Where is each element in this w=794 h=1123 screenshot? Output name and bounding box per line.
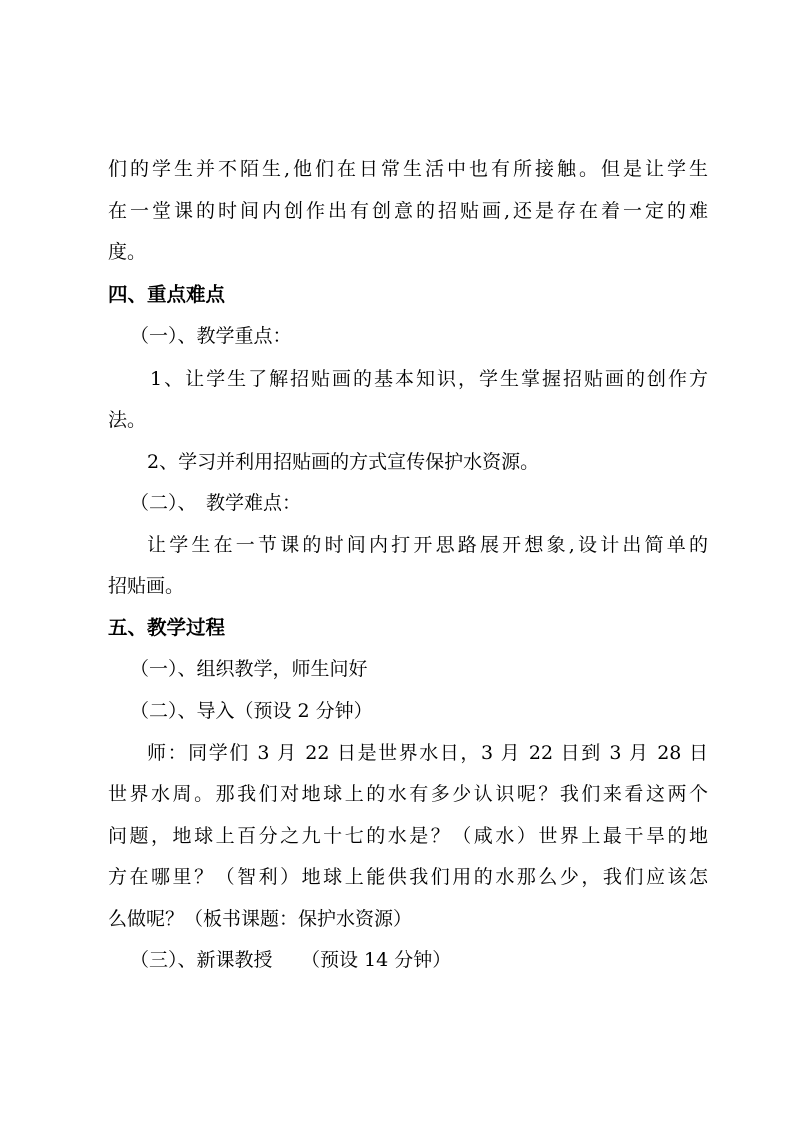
intro-line-2: 在一堂课的时间内创作出有创意的招贴画,还是存在着一定的难 bbox=[108, 200, 708, 222]
teacher-line-3: 问题，地球上百分之九十七的水是？（咸水）世界上最干旱的地 bbox=[108, 825, 708, 847]
teacher-line-1: 师：同学们 3 月 22 日是世界水日，3 月 22 日到 3 月 28 日 bbox=[147, 742, 708, 764]
difficulty-line-1: 让学生在一节课的时间内打开思路展开想象,设计出简单的 bbox=[147, 534, 708, 556]
step-3: （三）、新课教授 （预设 14 分钟） bbox=[130, 949, 452, 971]
section-heading-5: 五、教学过程 bbox=[108, 616, 226, 639]
key-point-1-line-1: 1、让学生了解招贴画的基本知识，学生掌握招贴画的创作方 bbox=[150, 368, 708, 390]
intro-line-1: 们的学生并不陌生,他们在日常生活中也有所接触。但是让学生 bbox=[108, 158, 708, 180]
step-2: （二）、导入（预设 2 分钟） bbox=[130, 700, 373, 722]
key-point-2: 2、学习并利用招贴画的方式宣传保护水资源。 bbox=[147, 451, 540, 473]
intro-line-3: 度。 bbox=[108, 241, 147, 263]
subheading-difficulty: （二）、 教学难点： bbox=[130, 492, 302, 514]
step-1: （一）、组织教学，师生问好 bbox=[130, 658, 368, 680]
key-point-1-line-2: 法。 bbox=[108, 409, 147, 431]
subheading-key-points: （一）、教学重点： bbox=[130, 325, 292, 347]
section-heading-4: 四、重点难点 bbox=[108, 283, 226, 306]
teacher-line-2: 世界水周。那我们对地球上的水有多少认识呢？我们来看这两个 bbox=[108, 783, 708, 805]
difficulty-line-2: 招贴画。 bbox=[108, 575, 185, 597]
teacher-line-5: 么做呢？（板书课题：保护水资源） bbox=[108, 908, 413, 930]
teacher-line-4: 方在哪里？（智利）地球上能供我们用的水那么少，我们应该怎 bbox=[108, 866, 708, 888]
